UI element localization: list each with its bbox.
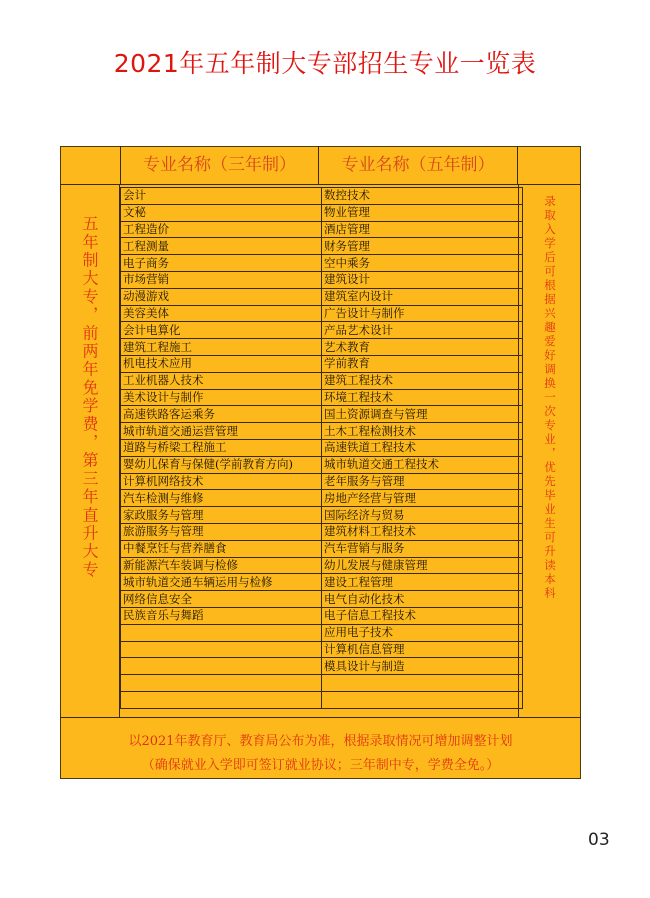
five-year-major: 物业管理	[322, 204, 523, 221]
table-row	[121, 658, 523, 675]
three-year-major: 民族音乐与舞蹈	[121, 607, 322, 624]
three-year-major: 高速铁路客运乘务	[121, 406, 322, 423]
table-row	[121, 675, 523, 692]
table-row	[121, 439, 523, 456]
table-row	[121, 523, 523, 540]
five-year-major: 高速铁道工程技术	[322, 439, 523, 456]
right-note: 录取入学后可根据兴趣爱好调换一次专业，优先毕业生可升读本科	[543, 195, 557, 601]
table-row	[121, 305, 523, 322]
five-year-major: 建筑设计	[322, 271, 523, 288]
table-row	[121, 188, 523, 205]
five-year-major: 建筑工程技术	[322, 372, 523, 389]
header-three-year: 专业名称（三年制）	[120, 146, 319, 185]
three-year-major: 美容美体	[121, 305, 322, 322]
table-row	[121, 372, 523, 389]
five-year-major: 国际经济与贸易	[322, 507, 523, 524]
table-header	[60, 146, 581, 185]
five-year-major: 老年服务与管理	[322, 473, 523, 490]
table-row	[121, 322, 523, 339]
five-year-major: 房地产经营与管理	[322, 490, 523, 507]
three-year-major: 新能源汽车装调与检修	[121, 557, 322, 574]
five-year-major: 模具设计与制造	[322, 658, 523, 675]
page-title: 2021年五年制大专部招生专业一览表	[113, 49, 537, 78]
five-year-major: 环境工程技术	[322, 389, 523, 406]
three-year-major: 旅游服务与管理	[121, 523, 322, 540]
page-number: 03	[588, 830, 610, 850]
five-year-major: 广告设计与制作	[322, 305, 523, 322]
table-row	[121, 641, 523, 658]
left-note: 五年制大专，前两年免学费，第三年直升大专	[80, 215, 99, 579]
table-row	[121, 691, 523, 708]
three-year-major: 市场营销	[121, 271, 322, 288]
table-row	[121, 456, 523, 473]
five-year-major: 汽车营销与服务	[322, 540, 523, 557]
table-row	[121, 204, 523, 221]
three-year-major: 工程测量	[121, 238, 322, 255]
table-row	[121, 624, 523, 641]
five-year-major: 建筑材料工程技术	[322, 523, 523, 540]
table-row	[121, 288, 523, 305]
header-five-year: 专业名称（五年制）	[319, 146, 518, 185]
table-row	[121, 607, 523, 624]
five-year-major: 幼儿发展与健康管理	[322, 557, 523, 574]
three-year-major: 文秘	[121, 204, 322, 221]
table-row	[121, 507, 523, 524]
table-row	[121, 540, 523, 557]
five-year-major	[322, 691, 523, 708]
table-row	[121, 473, 523, 490]
three-year-major: 汽车检测与维修	[121, 490, 322, 507]
three-year-major: 工程造价	[121, 221, 322, 238]
three-year-major: 道路与桥梁工程施工	[121, 439, 322, 456]
five-year-major: 学前教育	[322, 355, 523, 372]
three-year-major: 会计电算化	[121, 322, 322, 339]
three-year-major	[121, 641, 322, 658]
three-year-major	[121, 691, 322, 708]
table-row	[121, 557, 523, 574]
three-year-major: 城市轨道交通运营管理	[121, 423, 322, 440]
footer-line-2: （确保就业入学即可签订就业协议；三年制中专，学费全免。）	[141, 758, 500, 773]
five-year-major: 土木工程检测技术	[322, 423, 523, 440]
five-year-major: 城市轨道交通工程技术	[322, 456, 523, 473]
table-row	[121, 406, 523, 423]
five-year-major: 国土资源调查与管理	[322, 406, 523, 423]
three-year-major: 机电技术应用	[121, 355, 322, 372]
five-year-major: 财务管理	[322, 238, 523, 255]
five-year-major: 产品艺术设计	[322, 322, 523, 339]
five-year-major	[322, 675, 523, 692]
three-year-major	[121, 624, 322, 641]
table-row	[121, 423, 523, 440]
table-row	[121, 389, 523, 406]
three-year-major: 婴幼儿保育与保健(学前教育方向)	[121, 456, 322, 473]
three-year-major: 计算机网络技术	[121, 473, 322, 490]
table-row	[121, 255, 523, 272]
table-row	[121, 355, 523, 372]
table-row	[121, 574, 523, 591]
three-year-major: 工业机器人技术	[121, 372, 322, 389]
five-year-major: 艺术教育	[322, 339, 523, 356]
table-row	[121, 591, 523, 608]
three-year-major: 动漫游戏	[121, 288, 322, 305]
three-year-major: 美术设计与制作	[121, 389, 322, 406]
three-year-major: 建筑工程施工	[121, 339, 322, 356]
five-year-major: 酒店管理	[322, 221, 523, 238]
table-row	[121, 221, 523, 238]
five-year-major: 电子信息工程技术	[322, 607, 523, 624]
right-note-column	[518, 185, 581, 717]
table-row	[121, 339, 523, 356]
three-year-major: 会计	[121, 188, 322, 205]
five-year-major: 建筑室内设计	[322, 288, 523, 305]
five-year-major: 数控技术	[322, 188, 523, 205]
left-note-column	[60, 185, 120, 717]
three-year-major: 网络信息安全	[121, 591, 322, 608]
five-year-major: 应用电子技术	[322, 624, 523, 641]
three-year-major: 家政服务与管理	[121, 507, 322, 524]
footer-line-1: 以2021年教育厅、教育局公布为准，根据录取情况可增加调整计划	[128, 734, 513, 749]
three-year-major	[121, 675, 322, 692]
five-year-major: 空中乘务	[322, 255, 523, 272]
table-row	[121, 490, 523, 507]
five-year-major: 建设工程管理	[322, 574, 523, 591]
three-year-major: 城市轨道交通车辆运用与检修	[121, 574, 322, 591]
three-year-major: 中餐烹饪与营养膳食	[121, 540, 322, 557]
three-year-major: 电子商务	[121, 255, 322, 272]
five-year-major: 计算机信息管理	[322, 641, 523, 658]
table-row	[121, 238, 523, 255]
five-year-major: 电气自动化技术	[322, 591, 523, 608]
majors-table	[120, 187, 523, 709]
three-year-major	[121, 658, 322, 675]
footer-note	[60, 717, 581, 779]
table-row	[121, 271, 523, 288]
